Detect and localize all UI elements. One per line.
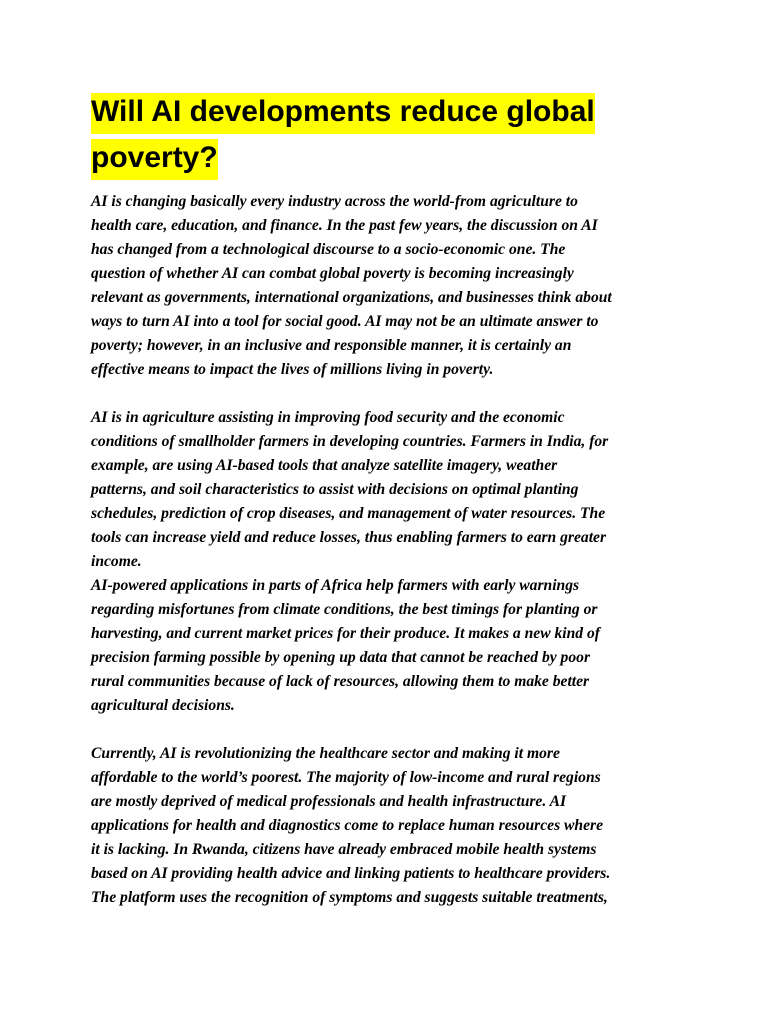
text-line: it is lacking. In Rwanda, citizens have already embraced mobile health systems bbox=[91, 841, 597, 858]
text-line: AI is in agriculture assisting in improving food security and the economic bbox=[91, 409, 565, 426]
paragraph-healthcare bbox=[91, 742, 685, 910]
text-line: precision farming possible by opening up data that cannot be reached by poor bbox=[91, 649, 591, 666]
text-line: Currently, AI is revolutionizing the healthcare sector and making it more bbox=[91, 745, 560, 762]
text-line: AI is changing basically every industry across the world-from agriculture to bbox=[91, 193, 578, 210]
text-line: poverty; however, in an inclusive and responsible manner, it is certainly an bbox=[91, 337, 572, 354]
document-title bbox=[91, 89, 691, 181]
text-line: agricultural decisions. bbox=[91, 697, 235, 714]
text-line: example, are using AI-based tools that analyze satellite imagery, weather bbox=[91, 457, 558, 474]
text-line: health care, education, and finance. In the past few years, the discussion on AI bbox=[91, 217, 598, 234]
paragraph-agriculture-india bbox=[91, 406, 685, 574]
text-line: affordable to the world’s poorest. The majority of low-income and rural regions bbox=[91, 769, 601, 786]
paragraph-spacer bbox=[91, 382, 685, 406]
paragraph-spacer bbox=[91, 718, 685, 742]
text-line: question of whether AI can combat global poverty is becoming increasingly bbox=[91, 265, 574, 282]
text-line: tools can increase yield and reduce losses, thus enabling farmers to earn greater bbox=[91, 529, 607, 546]
title-highlight: Will AI developments reduce global poverty? bbox=[91, 93, 595, 180]
text-line: based on AI providing health advice and linking patients to healthcare providers. bbox=[91, 865, 611, 882]
text-line: harvesting, and current market prices for their produce. It makes a new kind of bbox=[91, 625, 600, 642]
text-line: The platform uses the recognition of symptoms and suggests suitable treatments, bbox=[91, 889, 608, 906]
document-body bbox=[91, 190, 685, 910]
text-line: relevant as governments, international organizations, and businesses think about bbox=[91, 289, 612, 306]
text-line: conditions of smallholder farmers in developing countries. Farmers in India, for bbox=[91, 433, 609, 450]
text-line: ways to turn AI into a tool for social good. AI may not be an ultimate answer to bbox=[91, 313, 599, 330]
text-line: income. bbox=[91, 553, 142, 570]
text-line: are mostly deprived of medical professionals and health infrastructure. AI bbox=[91, 793, 567, 810]
text-line: effective means to impact the lives of millions living in poverty. bbox=[91, 361, 494, 378]
text-line: patterns, and soil characteristics to assist with decisions on optimal planting bbox=[91, 481, 579, 498]
text-line: rural communities because of lack of resources, allowing them to make better bbox=[91, 673, 590, 690]
text-line: schedules, prediction of crop diseases, and management of water resources. The bbox=[91, 505, 606, 522]
text-line: regarding misfortunes from climate conditions, the best timings for planting or bbox=[91, 601, 598, 618]
text-line: AI-powered applications in parts of Africa help farmers with early warnings bbox=[91, 577, 580, 594]
paragraph-agriculture-africa bbox=[91, 574, 685, 718]
text-line: applications for health and diagnostics come to replace human resources where bbox=[91, 817, 604, 834]
text-line: has changed from a technological discourse to a socio-economic one. The bbox=[91, 241, 566, 258]
paragraph-intro bbox=[91, 190, 685, 382]
